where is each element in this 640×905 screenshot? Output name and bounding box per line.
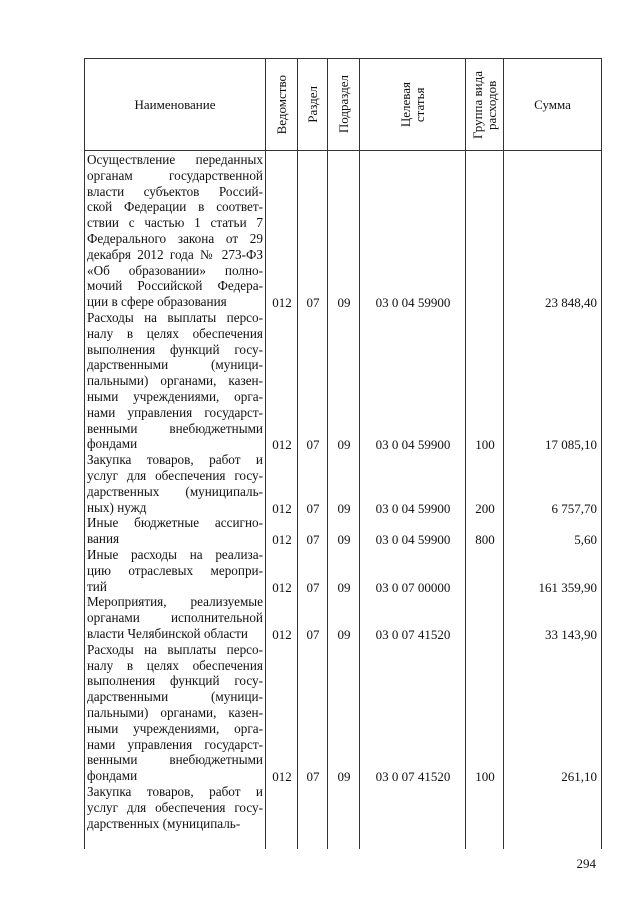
row-name-line: дарственных (муниципаль- xyxy=(87,483,263,499)
cell-razdel: 07 xyxy=(306,532,320,548)
row-name xyxy=(87,515,263,547)
cell-ved: 012 xyxy=(272,500,292,516)
cell-sum: 161 359,90 xyxy=(538,579,597,595)
row-name-line: фондами xyxy=(87,768,138,784)
budget-table xyxy=(84,58,602,849)
row-name xyxy=(87,784,263,831)
column-divider xyxy=(503,150,504,849)
header-ved xyxy=(266,59,298,150)
cell-podrazdel: 09 xyxy=(337,532,351,548)
row-name-line: Мероприятия, реализуемые xyxy=(87,594,263,610)
column-divider xyxy=(359,150,360,849)
row-name xyxy=(87,547,263,594)
cell-ved: 012 xyxy=(272,579,292,595)
row-name-line: власти Челябинской области xyxy=(87,625,248,641)
row-name xyxy=(87,152,263,310)
header-razdel xyxy=(298,59,328,150)
header-grp-line2: расходов xyxy=(483,79,499,130)
page-number: 294 xyxy=(576,856,596,871)
cell-cel: 03 0 07 41520 xyxy=(375,627,451,642)
row-name-line: ными учреждениями, орга- xyxy=(87,720,263,736)
table-header xyxy=(85,59,601,151)
row-name-line: вания xyxy=(87,531,120,547)
row-name-line: Иные расходы на реализа- xyxy=(87,547,263,562)
cell-podrazdel: 09 xyxy=(337,437,351,453)
cell-grp: 800 xyxy=(475,532,495,548)
column-divider xyxy=(265,150,266,849)
row-name-line: выполнения функций госу- xyxy=(87,341,263,357)
cell-cel: 03 0 04 59900 xyxy=(375,295,451,311)
row-name-line: Закупка товаров, работ и xyxy=(87,452,263,468)
cell-ved: 012 xyxy=(272,627,292,642)
header-name xyxy=(85,59,266,150)
header-grp xyxy=(466,59,504,150)
column-divider xyxy=(297,150,298,849)
cell-cel: 03 0 04 59900 xyxy=(375,500,451,516)
row-name-line: Федерального закона от 29 xyxy=(87,230,263,246)
row-name-line: Расходы на выплаты персо- xyxy=(87,310,263,325)
cell-podrazdel: 09 xyxy=(337,627,351,642)
cell-grp: 100 xyxy=(475,437,495,453)
row-name-line: цию отраслевых меропри- xyxy=(87,562,263,578)
header-sum xyxy=(504,59,601,150)
cell-sum: 33 143,90 xyxy=(545,627,597,642)
row-name-line: ции в сфере образования xyxy=(87,294,227,310)
row-name-line: ствии с частью 1 статьи 7 xyxy=(87,215,263,231)
cell-ved: 012 xyxy=(272,532,292,548)
row-name-line: нами управления государст- xyxy=(87,404,263,420)
cell-cel: 03 0 04 59900 xyxy=(375,532,451,548)
header-grp-label xyxy=(471,71,499,139)
row-name-line: Осуществление переданных xyxy=(87,152,263,167)
row-name-line: мочий Российской Федера- xyxy=(87,278,263,294)
header-grp-line1: Группа вида xyxy=(469,70,485,139)
row-name xyxy=(87,452,263,515)
header-podrazdel xyxy=(328,59,360,150)
cell-sum: 6 757,70 xyxy=(551,500,597,516)
row-name-line: ской Федерации в соответ- xyxy=(87,199,263,215)
cell-razdel: 07 xyxy=(306,295,320,311)
row-name-line: дарственными (муници- xyxy=(87,357,263,373)
row-name-line: «Об образовании» полно- xyxy=(87,262,263,278)
cell-razdel: 07 xyxy=(306,627,320,642)
header-ved-label: Ведомство xyxy=(273,74,289,135)
header-name-label: Наименование xyxy=(134,96,216,112)
row-name-line: дарственных (муниципаль- xyxy=(87,815,241,831)
cell-razdel: 07 xyxy=(306,500,320,516)
row-name-line: венными внебюджетными xyxy=(87,420,263,436)
cell-grp: 100 xyxy=(475,769,495,785)
row-name-line: ными учреждениями, орга- xyxy=(87,388,263,404)
cell-podrazdel: 09 xyxy=(337,295,351,311)
row-name-line: пальными) органами, казен- xyxy=(87,704,263,720)
row-name xyxy=(87,594,263,641)
row-name-line: услуг для обеспечения госу- xyxy=(87,467,263,483)
row-name-line: Иные бюджетные ассигно- xyxy=(87,515,263,531)
cell-cel: 03 0 07 00000 xyxy=(375,579,451,595)
cell-ved: 012 xyxy=(272,437,292,453)
row-name-line: ных) нужд xyxy=(87,499,147,515)
column-divider xyxy=(465,150,466,849)
row-name-line: услуг для обеспечения госу- xyxy=(87,799,263,815)
header-cel-line2: статья xyxy=(411,87,427,122)
cell-razdel: 07 xyxy=(306,437,320,453)
cell-sum: 261,10 xyxy=(561,769,597,785)
row-name-line: дарственными (муници- xyxy=(87,689,263,705)
cell-razdel: 07 xyxy=(306,579,320,595)
header-podrazdel-label: Подраздел xyxy=(335,75,351,134)
row-name-line: органам государственной xyxy=(87,167,263,183)
row-name-line: тий xyxy=(87,578,107,594)
header-cel-label xyxy=(399,82,427,127)
cell-sum: 17 085,10 xyxy=(545,437,597,453)
row-name-line: налу в целях обеспечения xyxy=(87,657,263,673)
header-cel-line1: Целевая xyxy=(397,81,413,128)
cell-podrazdel: 09 xyxy=(337,500,351,516)
header-razdel-label: Раздел xyxy=(304,86,320,123)
row-name-line: нами управления государст- xyxy=(87,736,263,752)
cell-cel: 03 0 04 59900 xyxy=(375,437,451,453)
cell-cel: 03 0 07 41520 xyxy=(375,769,451,785)
cell-ved: 012 xyxy=(272,295,292,311)
cell-sum: 5,60 xyxy=(574,532,597,548)
row-name-line: органами исполнительной xyxy=(87,610,263,626)
row-name-line: Закупка товаров, работ и xyxy=(87,784,263,799)
row-name-line: Расходы на выплаты персо- xyxy=(87,641,263,657)
cell-sum: 23 848,40 xyxy=(545,295,597,311)
row-name-line: пальными) органами, казен- xyxy=(87,373,263,389)
cell-podrazdel: 09 xyxy=(337,769,351,785)
column-divider xyxy=(327,150,328,849)
row-name-line: налу в целях обеспечения xyxy=(87,325,263,341)
cell-razdel: 07 xyxy=(306,769,320,785)
row-name-line: декабря 2012 года № 273-ФЗ xyxy=(87,246,263,262)
header-cel xyxy=(360,59,466,150)
row-name xyxy=(87,642,263,784)
row-name-line: власти субъектов Россий- xyxy=(87,183,263,199)
header-sum-label: Сумма xyxy=(534,96,571,112)
row-name xyxy=(87,310,263,452)
row-name-line: венными внебюджетными xyxy=(87,752,263,768)
row-name-line: фондами xyxy=(87,436,138,452)
cell-grp: 200 xyxy=(475,500,495,516)
row-name-line: выполнения функций госу- xyxy=(87,673,263,689)
cell-podrazdel: 09 xyxy=(337,579,351,595)
cell-ved: 012 xyxy=(272,769,292,785)
